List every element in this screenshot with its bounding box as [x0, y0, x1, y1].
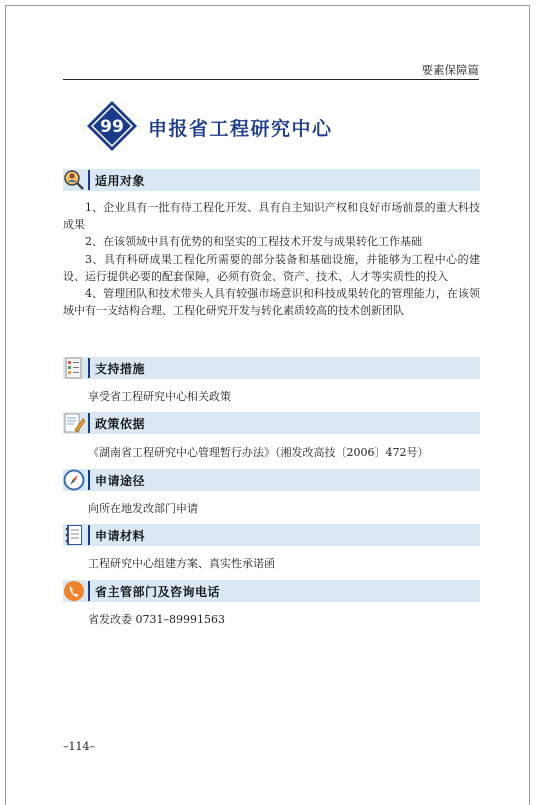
materials-text: 工程研究中心组建方案、真实性承诺函: [88, 557, 275, 570]
header-rule: [63, 79, 479, 80]
section-channel: [63, 469, 480, 491]
section-label: 适用对象: [95, 174, 146, 188]
title-number: 99: [100, 117, 124, 137]
section-divider: [88, 525, 90, 545]
compass-icon: [63, 468, 85, 492]
section-label: 省主管部门及咨询电话: [95, 585, 221, 599]
phone-icon: [63, 579, 85, 603]
section-divider: [88, 470, 90, 490]
notebook-icon: [63, 523, 85, 547]
running-header: 要素保障篇: [421, 63, 479, 77]
section-divider: [88, 170, 90, 190]
section-materials: [63, 524, 480, 546]
section-applicable: [63, 169, 480, 191]
section-label: 申请途径: [95, 474, 146, 488]
page-title: 申报省工程研究中心: [148, 118, 333, 140]
section-label: 政策依据: [95, 417, 146, 431]
list-icon: [63, 356, 85, 380]
applicable-item-1: 1、企业具有一批有待工程化开发、具有自主知识产权和良好市场前景的重大科技成果: [63, 201, 480, 232]
applicable-item-3: 3、具有科研成果工程化所需要的部分装备和基础设施，并能够为工程中心的建设、运行提供必要的配套保障，必须有资金、资产、技术、人才等实质性的投入: [63, 252, 480, 283]
basis-text: 《湖南省工程研究中心管理暂行办法》（湘发改高技〔2006〕472号）: [88, 446, 429, 459]
section-divider: [88, 581, 90, 601]
document-pencil-icon: [63, 411, 85, 435]
support-text: 享受省工程研究中心相关政策: [88, 390, 231, 403]
section-contact: [63, 580, 480, 602]
applicable-item-2: 2、在该领域中具有优势的和坚实的工程技术开发与成果转化工作基础: [85, 235, 422, 249]
page-number: –114–: [63, 740, 95, 753]
contact-text: 省发改委 0731–89991563: [88, 613, 225, 626]
section-divider: [88, 413, 90, 433]
section-label: 申请材料: [95, 529, 146, 543]
section-divider: [88, 358, 90, 378]
channel-text: 向所在地发改部门申请: [88, 502, 198, 515]
section-basis: [63, 412, 480, 434]
section-support: [63, 357, 480, 379]
magnifier-person-icon: [63, 168, 85, 192]
section-label: 支持措施: [95, 362, 146, 376]
number-badge-icon: [86, 100, 138, 152]
applicable-item-4: 4、管理团队和技术带头人具有较强市场意识和科技成果转化的管理能力，在该领域中有一支结构合理、工程化研究开发与转化素质较高的技术创新团队: [63, 287, 480, 318]
applicable-body: [63, 199, 480, 319]
